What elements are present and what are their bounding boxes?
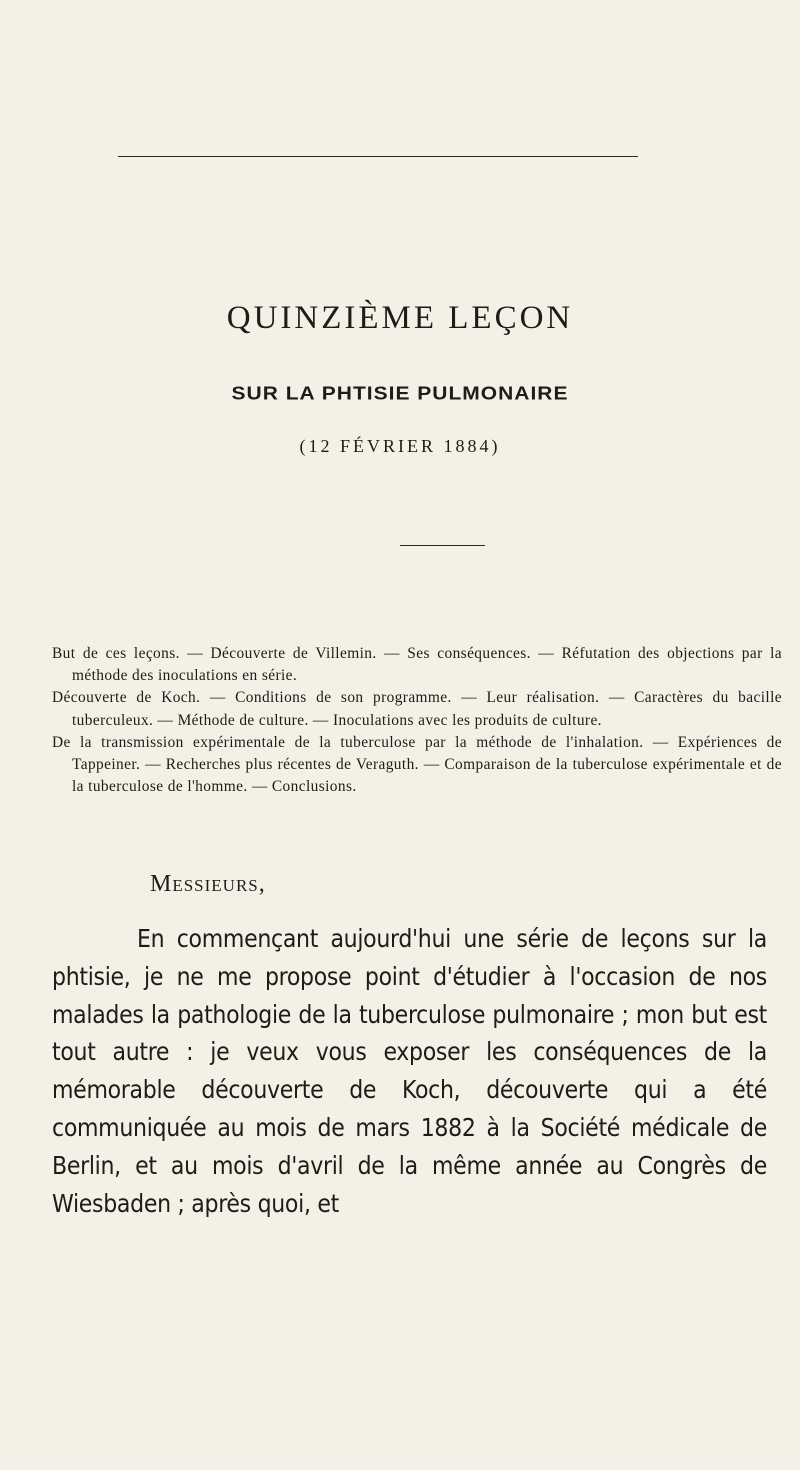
summary-paragraph: Découverte de Koch. — Conditions de son programme. — Leur réalisation. — Caractères du bacille tuberculeux. — Méthode de culture. — Inoculations avec les produits de culture. xyxy=(52,689,782,729)
salutation: Messieurs, xyxy=(150,871,266,897)
chapter-summary xyxy=(52,643,782,798)
summary-paragraph: De la transmission expérimentale de la tuberculose par la méthode de l'inhalation. — Expériences de Tappeiner. — Recherches plus récentes de Veraguth. — Comparaison de la tuberculose expérimentale et de la tuberculose de l'homme. — Conclusions. xyxy=(52,733,782,796)
body-paragraph: En commençant aujourd'hui une série de leçons sur la phtisie, je ne me propose point d'étudier à l'occasion de nos malades la pathologie de la tuberculose pulmonaire ; mon but est tout autre : je veux vous exposer les conséquences de la mémorable découverte de Koch, découverte qui a été communiquée au mois de mars 1882 à la Société médicale de Berlin, et au mois d'avril de la même année au Congrès de Wiesbaden ; après quoi, et xyxy=(52,924,767,1218)
section-divider xyxy=(400,545,485,546)
lesson-subject: SUR LA PHTISIE PULMONAIRE xyxy=(231,383,569,404)
top-rule xyxy=(118,156,638,157)
body-text xyxy=(52,920,767,1222)
lesson-date: (12 FÉVRIER 1884) xyxy=(299,436,501,456)
summary-paragraph: But de ces leçons. — Découverte de Villemin. — Ses conséquences. — Réfutation des objections par la méthode des inoculations en série. xyxy=(52,645,782,685)
lesson-title: QUINZIÈME LEÇON xyxy=(226,300,574,336)
